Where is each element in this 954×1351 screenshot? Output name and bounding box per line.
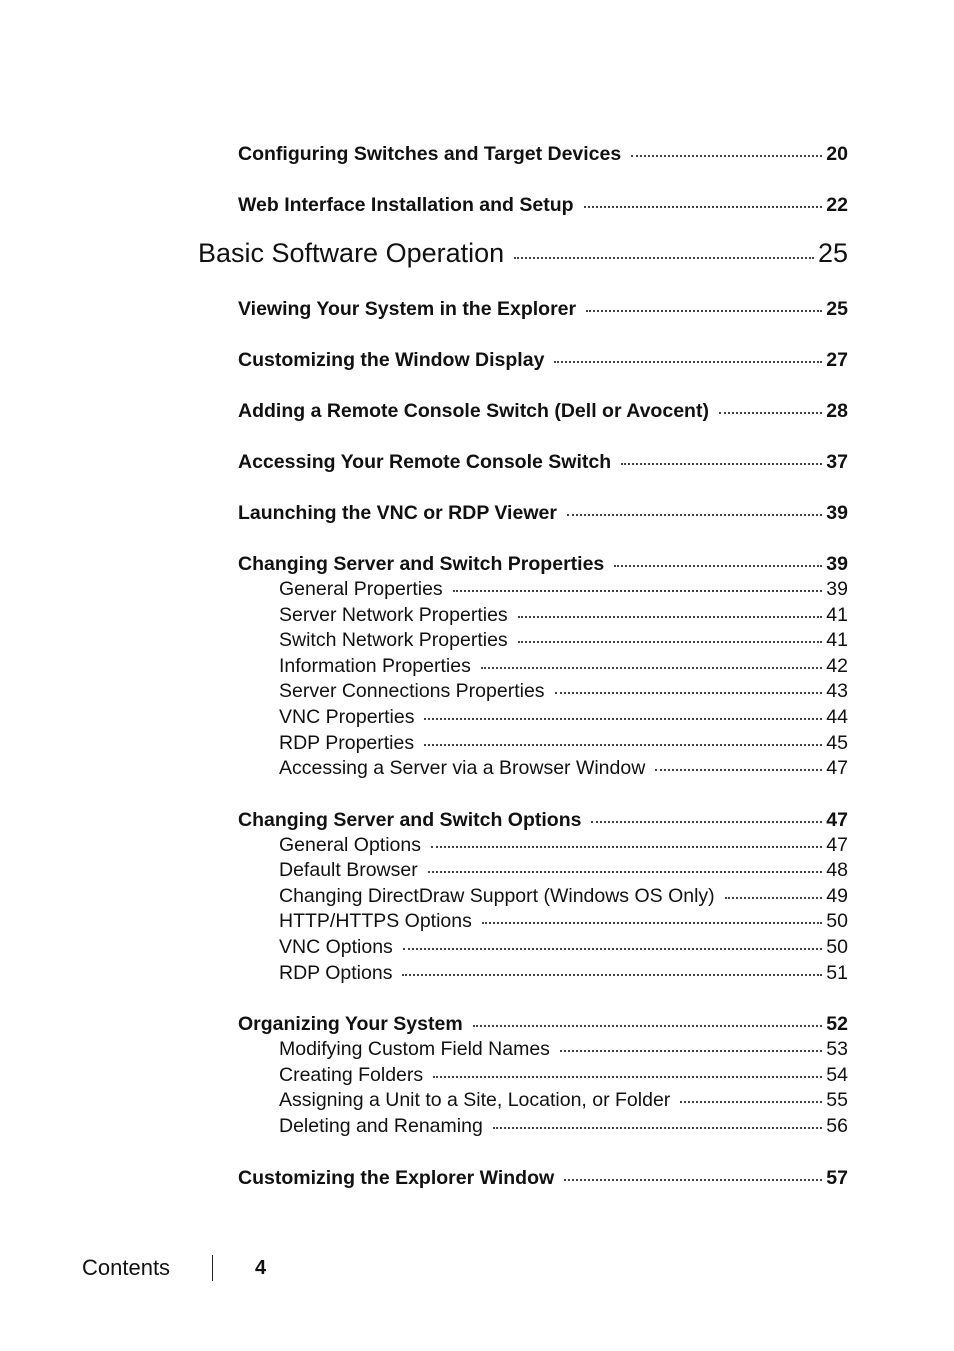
- toc-entry-page: 39: [826, 578, 848, 600]
- toc-entry-page: 54: [826, 1064, 848, 1086]
- toc-leader-dots: [621, 463, 822, 465]
- toc-subentry[interactable]: [279, 1064, 848, 1087]
- toc-leader-dots: [680, 1101, 822, 1103]
- toc-subentry[interactable]: [279, 936, 848, 959]
- toc-entry-title: Switch Network Properties: [279, 629, 508, 651]
- toc-entry-title: Customizing the Explorer Window: [238, 1167, 555, 1189]
- toc-entry-page: 52: [826, 1013, 848, 1035]
- page-number: 4: [255, 1256, 267, 1279]
- toc-entry[interactable]: [238, 194, 848, 217]
- toc-entry[interactable]: [238, 400, 848, 423]
- toc-entry-title: VNC Options: [279, 936, 393, 958]
- toc-leader-dots: [614, 565, 822, 567]
- toc-entry-title: Modifying Custom Field Names: [279, 1038, 550, 1060]
- toc-entry[interactable]: [238, 298, 848, 321]
- toc-leader-dots: [719, 412, 822, 414]
- toc-entry-page: 42: [826, 655, 848, 677]
- toc-subentry[interactable]: [279, 859, 848, 882]
- toc-entry-title: Customizing the Window Display: [238, 349, 545, 371]
- toc-entry-page: 27: [826, 349, 848, 371]
- toc-subentry[interactable]: [279, 910, 848, 933]
- toc-entry-title: Deleting and Renaming: [279, 1115, 483, 1137]
- toc-entry-title: General Properties: [279, 578, 443, 600]
- toc-entry-page: 50: [826, 936, 848, 958]
- toc-entry-title: General Options: [279, 834, 421, 856]
- toc-chapter-entry[interactable]: [198, 238, 848, 269]
- toc-leader-dots: [655, 769, 822, 771]
- toc-entry-page: 49: [826, 885, 848, 907]
- toc-entry-title: Launching the VNC or RDP Viewer: [238, 502, 557, 524]
- toc-entry-title: VNC Properties: [279, 706, 415, 728]
- toc-entry-page: 51: [826, 962, 848, 984]
- toc-subentry[interactable]: [279, 629, 848, 652]
- toc-entry-page: 50: [826, 910, 848, 932]
- toc-subentry[interactable]: [279, 1115, 848, 1138]
- toc-entry-page: 20: [826, 143, 848, 165]
- toc-entry-title: Server Connections Properties: [279, 680, 545, 702]
- toc-leader-dots: [584, 206, 823, 208]
- toc-entry-title: Web Interface Installation and Setup: [238, 194, 574, 216]
- toc-entry-title: Accessing a Server via a Browser Window: [279, 757, 646, 779]
- toc-entry-title: Assigning a Unit to a Site, Location, or Folder: [279, 1089, 671, 1111]
- toc-leader-dots: [424, 718, 822, 720]
- toc-entry-page: 48: [826, 859, 848, 881]
- toc-leader-dots: [482, 922, 822, 924]
- toc-leader-dots: [424, 744, 822, 746]
- toc-leader-dots: [560, 1050, 822, 1052]
- toc-entry-page: 39: [826, 553, 848, 575]
- toc-entry-page: 55: [826, 1089, 848, 1111]
- toc-leader-dots: [554, 361, 822, 363]
- toc-subentry[interactable]: [279, 757, 848, 780]
- toc-leader-dots: [586, 310, 822, 312]
- toc-entry-page: 25: [826, 298, 848, 320]
- toc-entry-title: Default Browser: [279, 859, 418, 881]
- toc-leader-dots: [514, 257, 814, 259]
- toc-leader-dots: [402, 974, 822, 976]
- toc-leader-dots: [555, 692, 823, 694]
- footer-divider: [212, 1255, 213, 1281]
- toc-leader-dots: [631, 155, 822, 157]
- toc-entry-page: 39: [826, 502, 848, 524]
- toc-subentry[interactable]: [279, 732, 848, 755]
- toc-subentry[interactable]: [279, 1038, 848, 1061]
- toc-leader-dots: [403, 948, 823, 950]
- toc-entry-title: Configuring Switches and Target Devices: [238, 143, 622, 165]
- toc-leader-dots: [567, 514, 822, 516]
- toc-leader-dots: [473, 1025, 823, 1027]
- toc-subentry[interactable]: [279, 834, 848, 857]
- toc-entry[interactable]: [238, 502, 848, 525]
- toc-entry-page: 37: [826, 451, 848, 473]
- toc-leader-dots: [431, 846, 822, 848]
- toc-entry-page: 41: [826, 604, 848, 626]
- page-footer: [82, 1255, 266, 1281]
- toc-subentry[interactable]: [279, 962, 848, 985]
- toc-leader-dots: [518, 616, 823, 618]
- toc-entry-title: Viewing Your System in the Explorer: [238, 298, 577, 320]
- toc-entry-title: Information Properties: [279, 655, 471, 677]
- toc-subentry[interactable]: [279, 885, 848, 908]
- toc-entry[interactable]: [238, 553, 848, 576]
- toc-entry-title: Creating Folders: [279, 1064, 424, 1086]
- toc-leader-dots: [453, 590, 823, 592]
- toc-entry[interactable]: [238, 809, 848, 832]
- toc-entry-page: 47: [826, 757, 848, 779]
- toc-entry-title: Organizing Your System: [238, 1013, 463, 1035]
- toc-entry-title: Server Network Properties: [279, 604, 508, 626]
- toc-entry[interactable]: [238, 349, 848, 372]
- toc-entry-title: Changing Server and Switch Properties: [238, 553, 605, 575]
- toc-subentry[interactable]: [279, 680, 848, 703]
- toc-entry-title: RDP Options: [279, 962, 393, 984]
- toc-subentry[interactable]: [279, 578, 848, 601]
- toc-entry-page: 43: [826, 680, 848, 702]
- footer-section-label: Contents: [82, 1255, 171, 1280]
- toc-entry[interactable]: [238, 451, 848, 474]
- toc-subentry[interactable]: [279, 604, 848, 627]
- toc-subentry[interactable]: [279, 1089, 848, 1112]
- toc-entry[interactable]: [238, 143, 848, 166]
- toc-entry-page: 41: [826, 629, 848, 651]
- toc-entry-title: RDP Properties: [279, 732, 415, 754]
- toc-leader-dots: [433, 1076, 822, 1078]
- toc-entry-title: Accessing Your Remote Console Switch: [238, 451, 612, 473]
- toc-leader-dots: [725, 897, 823, 899]
- toc-entry-page: 56: [826, 1115, 848, 1137]
- toc-entry-page: 44: [826, 706, 848, 728]
- toc-leader-dots: [591, 821, 822, 823]
- toc-entry[interactable]: [238, 1167, 848, 1190]
- toc-leader-dots: [481, 667, 822, 669]
- toc-entry-page: 47: [826, 809, 848, 831]
- toc-entry-page: 22: [826, 194, 848, 216]
- toc-entry[interactable]: [238, 1013, 848, 1036]
- toc-entry-page: 53: [826, 1038, 848, 1060]
- toc-subentry[interactable]: [279, 706, 848, 729]
- toc-entry-title: Basic Software Operation: [198, 238, 505, 268]
- toc-entry-title: Adding a Remote Console Switch (Dell or Avocent): [238, 400, 709, 422]
- toc-entry-title: HTTP/HTTPS Options: [279, 910, 472, 932]
- toc-leader-dots: [518, 641, 823, 643]
- toc-entry-page: 57: [826, 1167, 848, 1189]
- toc-subentry[interactable]: [279, 655, 848, 678]
- toc-entry-title: Changing DirectDraw Support (Windows OS Only): [279, 885, 715, 907]
- toc-entry-page: 45: [826, 732, 848, 754]
- toc-entry-page: 28: [826, 400, 848, 422]
- toc-leader-dots: [493, 1127, 822, 1129]
- toc-entry-page: 25: [817, 238, 848, 268]
- toc-entry-title: Changing Server and Switch Options: [238, 809, 582, 831]
- toc-entry-page: 47: [826, 834, 848, 856]
- toc-leader-dots: [564, 1179, 822, 1181]
- toc-leader-dots: [428, 871, 823, 873]
